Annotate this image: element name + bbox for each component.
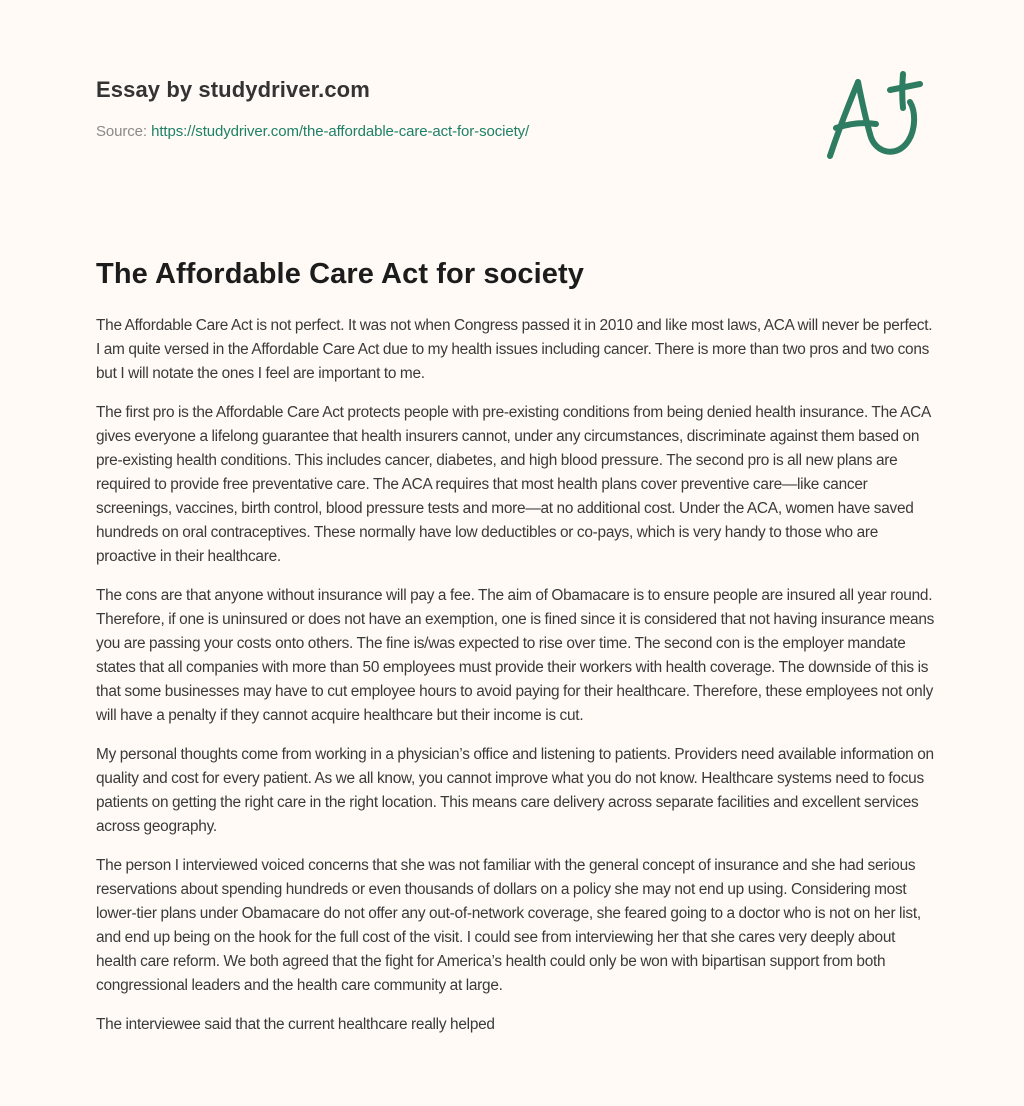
essay-content bbox=[96, 252, 936, 1037]
essay-paragraph: My personal thoughts come from working in a physician’s office and listening to patients. Providers need available information on quality and cost for every patient. As we all know, you cannot improve what you do not know. Healthcare systems need to focus patients on getting the right care in the right location. This means care delivery across separate facilities and excellent services across geography. bbox=[96, 746, 934, 835]
essay-paragraph: The interviewee said that the current healthcare really helped bbox=[96, 1016, 495, 1033]
site-title: Essay by studydriver.com bbox=[96, 77, 370, 102]
essay-paragraph: The first pro is the Affordable Care Act protects people with pre-existing conditions from being denied health insurance. The ACA gives everyone a lifelong guarantee that health insurers cannot, under any circumstances, discriminate against them based on pre-existing health conditions. This includes cancer, diabetes, and high blood pressure. The second pro is all new plans are required to provide free preventative care. The ACA requires that most health plans cover preventive care—like cancer screenings, vaccines, birth control, blood pressure tests and more—at no additional cost. Under the ACA, women have saved hundreds on oral contraceptives. These normally have low deductibles or co-pays, which is very handy to those who are proactive in their healthcare. bbox=[96, 404, 931, 565]
essay-paragraph: The Affordable Care Act is not perfect. It was not when Congress passed it in 2010 and like most laws, ACA will never be perfect. I am quite versed in the Affordable Care Act due to my health issues including cancer. There is more than two pros and two cons but I will notate the ones I feel are important to me. bbox=[96, 317, 933, 382]
source-label: Source: bbox=[96, 123, 147, 140]
essay-paragraph: The person I interviewed voiced concerns that she was not familiar with the general concept of insurance and she had serious reservations about spending hundreds or even thousands of dollars on a policy she may not end up using. Considering most lower-tier plans under Obamacare do not offer any out-of-network coverage, she feared going to a doctor who is not on her list, and end up being on the hook for the full cost of the visit. I could see from interviewing her that she cares very deeply about health care reform. We both agreed that the fight for America’s health could only be won with bipartisan support from both congressional leaders and the health care community at large. bbox=[96, 857, 921, 994]
source-link[interactable]: https://studydriver.com/the-affordable-care-act-for-society/ bbox=[151, 123, 530, 140]
source-line bbox=[96, 122, 796, 142]
a-plus-grade-icon bbox=[818, 68, 930, 168]
essay-paragraph: The cons are that anyone without insurance will pay a fee. The aim of Obamacare is to ensure people are insured all year round. Therefore, if one is uninsured or does not have an exemption, one is fined since it is considered that not having insurance means you are passing your costs onto others. The fine is/was expected to rise over time. The second con is the employer mandate states that all companies with more than 50 employees must provide their workers with health coverage. The downside of this is that some businesses may have to cut employee hours to avoid paying for their healthcare. Therefore, these employees not only will have a penalty if they cannot acquire healthcare but their income is cut. bbox=[96, 587, 935, 724]
essay-title: The Affordable Care Act for society bbox=[96, 258, 585, 290]
page-header bbox=[96, 76, 796, 142]
